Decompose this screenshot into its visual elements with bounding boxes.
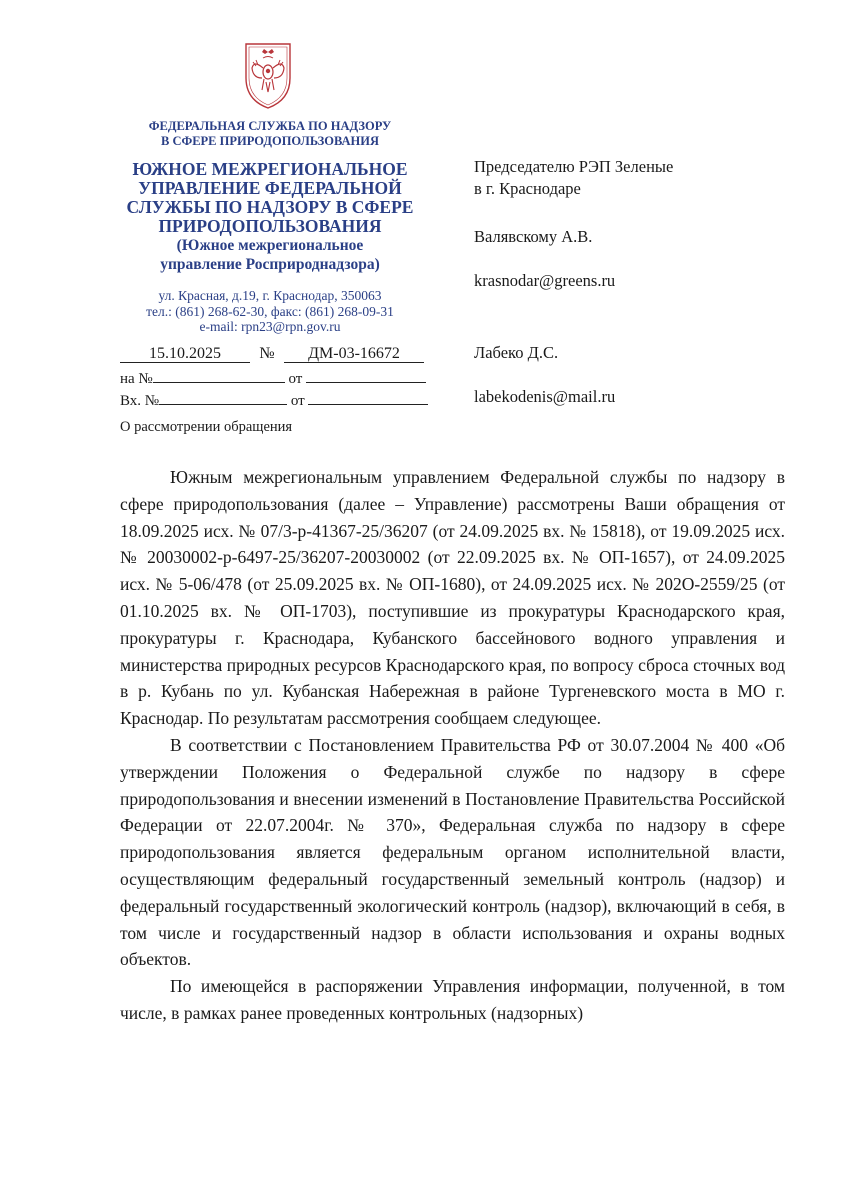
reference-date-blank bbox=[306, 370, 426, 383]
agency-address: ул. Красная, д.19, г. Краснодар, 350063 bbox=[158, 288, 382, 303]
number-sign: № bbox=[259, 345, 275, 362]
agency-contacts bbox=[110, 288, 430, 335]
agency-parent-line: В СФЕРЕ ПРИРОДОПОЛЬЗОВАНИЯ bbox=[160, 134, 380, 148]
agency-short-name bbox=[110, 236, 430, 274]
reference-from-label: от bbox=[288, 371, 303, 387]
addressee-name-1: Валявскому А.В. bbox=[474, 227, 593, 246]
agency-short-line: (Южное межрегиональное bbox=[176, 237, 364, 254]
incoming-date-blank bbox=[308, 392, 428, 405]
agency-parent-line: ФЕДЕРАЛЬНАЯ СЛУЖБА ПО НАДЗОРУ bbox=[148, 119, 392, 133]
body-paragraph: Южным межрегиональным управлением Федеральной службы по надзору в сфере природопользования (далее – Управление) рассмотрены Ваши обращения от 18.09.2025 исх. № 07/3-р-41367-25/36207 (от 24.09.2025 вх. № 15818), от 19.09.2025 исх. № 20030002-р-6497-25/36207-20030002 (от 22.09.2025 вх. № ОП-1657), от 24.09.2025 исх. № 5-06/478 (от 25.09.2025 вх. № ОП-1680), от 24.09.2025 исх. № 202О-2559/25 (от 01.10.2025 вх. № ОП-1703), поступившие из прокуратуры Краснодарского края, прокуратуры г. Краснодара, Кубанского бассейнового водного управления и министерства природных ресурсов Краснодарского края, по вопросу сброса сточных вод в р. Кубань по ул. Кубанская Набережная в районе Тургеневского моста в МО г. Краснодар. По результатам рассмотрения сообщаем следующее. bbox=[120, 467, 785, 729]
letter-subject: О рассмотрении обращения bbox=[120, 419, 293, 435]
agency-name-line: УПРАВЛЕНИЕ ФЕДЕРАЛЬНОЙ bbox=[138, 178, 402, 198]
letter-number: ДМ-03-16672 bbox=[284, 346, 424, 363]
agency-email: e-mail: rpn23@rpn.gov.ru bbox=[199, 319, 341, 334]
letter-body bbox=[120, 464, 785, 1027]
letter-date: 15.10.2025 bbox=[120, 346, 250, 363]
reference-label: на № bbox=[120, 371, 153, 387]
incoming-label: Вх. № bbox=[120, 393, 160, 409]
addressee-email-1: krasnodar@greens.ru bbox=[474, 271, 616, 290]
body-paragraph: По имеющейся в распоряжении Управления информации, полученной, в том числе, в рамках ранее проведенных контрольных (надзорных) bbox=[120, 976, 785, 1023]
agency-name bbox=[110, 160, 430, 236]
incoming-blank bbox=[159, 392, 287, 405]
agency-short-line: управление Росприроднадзора) bbox=[160, 256, 380, 273]
coat-of-arms-emblem bbox=[240, 38, 296, 110]
body-paragraph: В соответствии с Постановлением Правительства РФ от 30.07.2004 № 400 «Об утверждении Положения о Федеральной службе по надзору в сфере природопользования и внесении изменений в Постановление Правительства Российской Федерации от 22.07.2004г. № 370», Федеральная служба по надзору в сфере природопользования является федеральным органом исполнительной власти, осуществляющим федеральный государственный земельный контроль (надзор) и федеральный государственный экологический контроль (надзор), включающий в себя, в том числе и государственный надзор в области использования и охраны водных объектов. bbox=[120, 734, 785, 970]
reference-blank bbox=[153, 370, 285, 383]
registration-line bbox=[120, 345, 424, 363]
agency-name-line: СЛУЖБЫ ПО НАДЗОРУ В СФЕРЕ bbox=[126, 197, 414, 217]
incoming-row bbox=[120, 392, 428, 410]
agency-parent-name bbox=[120, 119, 420, 149]
addressee-title bbox=[474, 156, 814, 200]
agency-name-line: ПРИРОДОПОЛЬЗОВАНИЯ bbox=[158, 216, 382, 236]
agency-name-line: ЮЖНОЕ МЕЖРЕГИОНАЛЬНОЕ bbox=[132, 159, 408, 179]
addressee-line: Председателю РЭП Зеленые bbox=[474, 157, 674, 176]
agency-phone-fax: тел.: (861) 268-62-30, факс: (861) 268-09-31 bbox=[146, 303, 394, 319]
addressee-line: в г. Краснодаре bbox=[474, 179, 581, 198]
incoming-from-label: от bbox=[290, 393, 305, 409]
addressee-email-2: labekodenis@mail.ru bbox=[474, 387, 616, 406]
addressee-name-2: Лабеко Д.С. bbox=[474, 343, 559, 362]
reference-row bbox=[120, 370, 426, 388]
